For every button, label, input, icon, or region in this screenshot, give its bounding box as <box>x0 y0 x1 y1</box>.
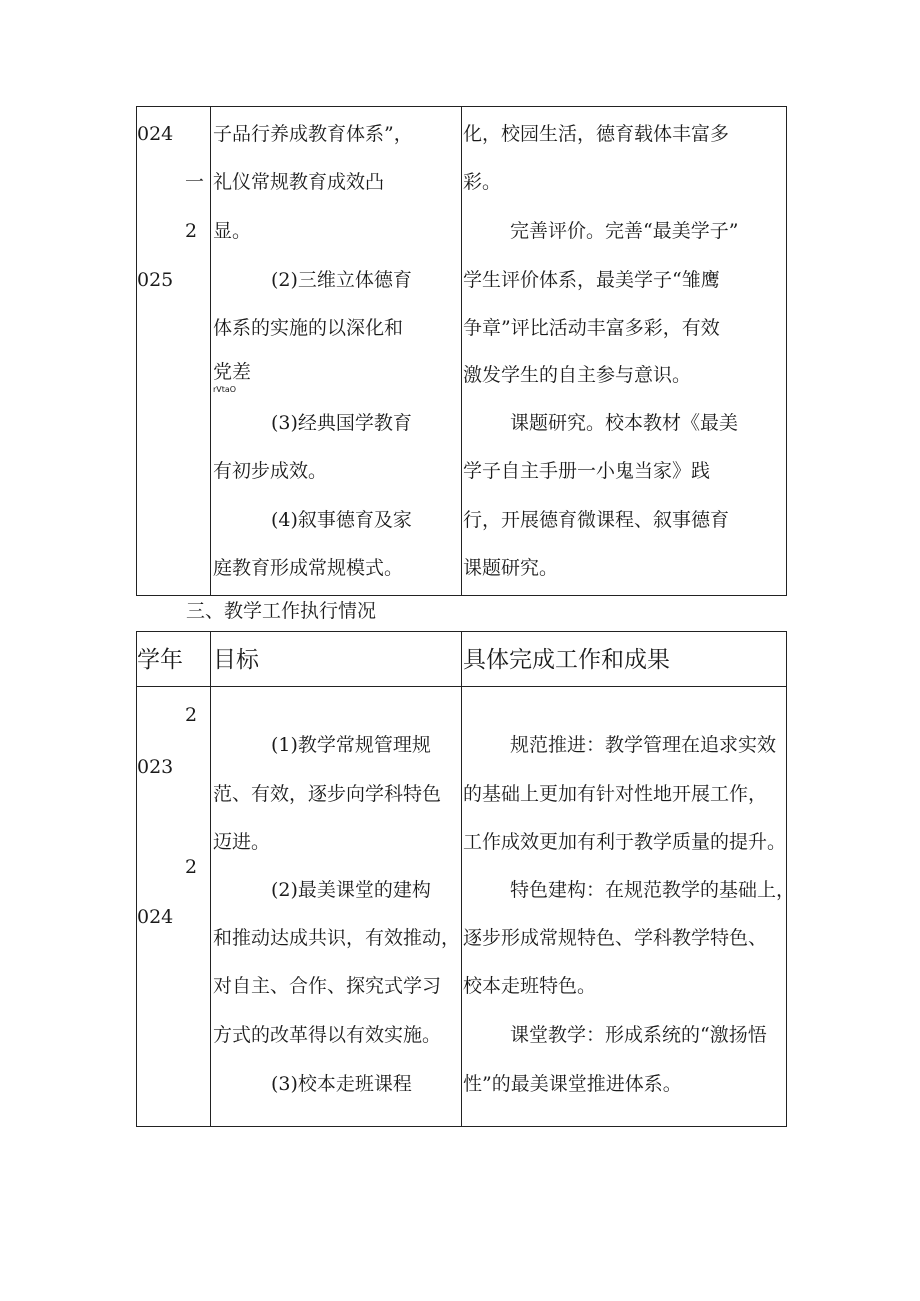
result-line: 特色建构：在规范教学的基础上， <box>510 879 796 901</box>
result-line: 争章”评比活动丰富多彩，有效 <box>463 317 720 339</box>
result-line: 工作成效更加有利于教学质量的提升。 <box>463 831 787 853</box>
result-line: 逐步形成常规特色、学科教学特色、 <box>463 927 768 949</box>
section-heading: 三、教学工作执行情况 <box>186 600 377 622</box>
moral-education-table <box>136 106 787 596</box>
column-divider <box>461 632 462 1126</box>
goal-line: 范、有效，逐步向学科特色 <box>213 783 442 805</box>
header-results: 具体完成工作和成果 <box>463 647 670 673</box>
result-line: 学生评价体系，最美学子“雏鹰 <box>463 269 720 291</box>
result-line: 行，开展德育微课程、叙事德育 <box>463 509 730 531</box>
year-cell-text: 2 <box>185 220 198 242</box>
year-cell-text: 024 <box>137 906 174 928</box>
goal-line: 体系的实施的以深化和 <box>213 317 404 339</box>
column-divider <box>210 107 211 595</box>
result-line: 彩。 <box>463 171 502 193</box>
result-line: 学子自主手册一小鬼当家》践 <box>463 460 711 482</box>
header-year: 学年 <box>137 647 183 673</box>
goal-line: 党差 <box>213 361 252 383</box>
goal-line: 对自主、合作、探究式学习 <box>213 975 442 997</box>
goal-line: (2)三维立体德育 <box>271 269 412 291</box>
result-line: 课题研究。 <box>463 557 559 579</box>
goal-line: 显。 <box>213 220 252 242</box>
goal-line: (3)经典国学教育 <box>271 412 412 434</box>
year-cell-text: 2 <box>185 704 198 726</box>
goal-small-note: rVtaO <box>213 385 237 394</box>
result-line: 规范推进：教学管理在追求实效 <box>510 734 777 756</box>
goal-line: (4)叙事德育及家 <box>271 509 412 531</box>
header-goal: 目标 <box>213 647 259 673</box>
result-line: 性”的最美课堂推进体系。 <box>463 1073 682 1095</box>
result-line: 课题研究。校本教材《最美 <box>510 412 739 434</box>
goal-line: 和推动达成共识，有效推动， <box>213 927 461 949</box>
year-cell-text: 025 <box>137 269 174 291</box>
goal-line: 有初步成效。 <box>213 460 328 482</box>
goal-line: 礼仪常规教育成效凸 <box>213 171 385 193</box>
column-divider <box>461 107 462 595</box>
result-line: 激发学生的自主参与意识。 <box>463 364 692 386</box>
year-cell-text: 2 <box>185 856 198 878</box>
goal-line: 庭教育形成常规模式。 <box>213 557 404 579</box>
year-cell-text: 023 <box>137 756 174 778</box>
goal-line: 方式的改革得以有效实施。 <box>213 1024 442 1046</box>
goal-line: 子品行养成教育体系”， <box>213 123 413 145</box>
goal-line: (2)最美课堂的建构 <box>271 879 431 901</box>
teaching-work-table <box>136 631 796 1127</box>
goal-line: 迈进。 <box>213 831 271 853</box>
header-divider <box>137 686 786 687</box>
year-cell-text: 024 <box>137 123 174 145</box>
result-line: 的基础上更加有针对性地开展工作， <box>463 783 768 805</box>
result-line: 课堂教学：形成系统的“激扬悟 <box>510 1024 767 1046</box>
goal-line: (3)校本走班课程 <box>271 1073 412 1095</box>
goal-line: (1)教学常规管理规 <box>271 734 431 756</box>
result-line: 校本走班特色。 <box>463 975 597 997</box>
result-line: 化，校园生活，德育载体丰富多 <box>463 123 730 145</box>
year-cell-text: 一 <box>185 171 205 193</box>
result-line: 完善评价。完善“最美学子” <box>510 220 739 242</box>
column-divider <box>210 632 211 1126</box>
